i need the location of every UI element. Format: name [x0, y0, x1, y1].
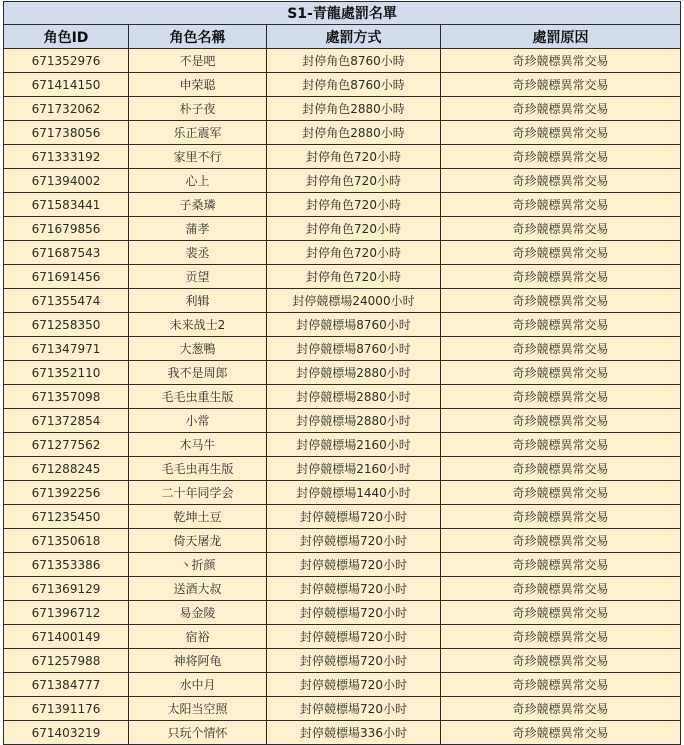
role-id-cell: 671352976: [4, 49, 129, 73]
role-name-cell: 裴丞: [129, 241, 267, 265]
penalty-reason-cell: 奇珍競標異常交易: [441, 73, 681, 97]
penalty-reason-cell: 奇珍競標異常交易: [441, 361, 681, 385]
role-name-cell: 乾坤土豆: [129, 505, 267, 529]
table-row: [4, 385, 681, 409]
role-id-cell: 671391176: [4, 697, 129, 721]
role-id-cell: 671347971: [4, 337, 129, 361]
role-name-cell: 家里不行: [129, 145, 267, 169]
role-id-cell: 671288245: [4, 457, 129, 481]
penalty-method-cell: 封停競標場720小时: [267, 625, 441, 649]
table-row: [4, 697, 681, 721]
role-name-cell: 未来战士2: [129, 313, 267, 337]
role-name-cell: 小常: [129, 409, 267, 433]
penalty-method-cell: 封停競標場2880小时: [267, 361, 441, 385]
penalty-reason-cell: 奇珍競標異常交易: [441, 49, 681, 73]
table-row: [4, 289, 681, 313]
table-row: [4, 649, 681, 673]
role-id-cell: 671353386: [4, 553, 129, 577]
penalty-reason-cell: 奇珍競標異常交易: [441, 241, 681, 265]
role-id-cell: 671384777: [4, 673, 129, 697]
penalty-method-cell: 封停角色8760小時: [267, 73, 441, 97]
role-name-cell: 申荣聪: [129, 73, 267, 97]
role-name-cell: 心上: [129, 169, 267, 193]
penalty-reason-cell: 奇珍競標異常交易: [441, 457, 681, 481]
role-id-cell: 671583441: [4, 193, 129, 217]
penalty-method-cell: 封停角色720小時: [267, 241, 441, 265]
penalty-reason-cell: 奇珍競標異常交易: [441, 313, 681, 337]
penalty-reason-cell: 奇珍競標異常交易: [441, 217, 681, 241]
role-id-cell: 671355474: [4, 289, 129, 313]
penalty-reason-cell: 奇珍競標異常交易: [441, 145, 681, 169]
penalty-method-cell: 封停競標場720小时: [267, 505, 441, 529]
penalty-reason-cell: 奇珍競標異常交易: [441, 337, 681, 361]
title-row: [4, 2, 681, 25]
role-id-cell: 671235450: [4, 505, 129, 529]
role-id-cell: 671372854: [4, 409, 129, 433]
penalty-reason-cell: 奇珍競標異常交易: [441, 649, 681, 673]
role-name-cell: 蒲孝: [129, 217, 267, 241]
penalty-method-cell: 封停競標場2880小时: [267, 409, 441, 433]
penalty-reason-cell: 奇珍競標異常交易: [441, 289, 681, 313]
column-header-role-id: 角色ID: [4, 25, 129, 49]
role-id-cell: 671350618: [4, 529, 129, 553]
penalty-reason-cell: 奇珍競標異常交易: [441, 409, 681, 433]
table-row: [4, 601, 681, 625]
role-id-cell: 671732062: [4, 97, 129, 121]
role-name-cell: 不是吧: [129, 49, 267, 73]
role-id-cell: 671277562: [4, 433, 129, 457]
role-name-cell: 易金陵: [129, 601, 267, 625]
role-id-cell: 671394002: [4, 169, 129, 193]
penalty-method-cell: 封停競標場720小时: [267, 697, 441, 721]
table-row: [4, 193, 681, 217]
penalty-method-cell: 封停競標場8760小时: [267, 337, 441, 361]
penalty-method-cell: 封停角色720小時: [267, 265, 441, 289]
penalty-reason-cell: 奇珍競標異常交易: [441, 553, 681, 577]
table-row: [4, 361, 681, 385]
penalty-method-cell: 封停競標場720小时: [267, 553, 441, 577]
penalty-reason-cell: 奇珍競標異常交易: [441, 673, 681, 697]
table-row: [4, 553, 681, 577]
role-id-cell: 671396712: [4, 601, 129, 625]
penalty-reason-cell: 奇珍競標異常交易: [441, 385, 681, 409]
table-row: [4, 673, 681, 697]
role-name-cell: 神将阿龟: [129, 649, 267, 673]
table-row: [4, 217, 681, 241]
role-name-cell: 宿裕: [129, 625, 267, 649]
table-row: [4, 625, 681, 649]
table-row: [4, 337, 681, 361]
table-row: [4, 97, 681, 121]
table-row: [4, 457, 681, 481]
penalty-reason-cell: 奇珍競標異常交易: [441, 121, 681, 145]
role-name-cell: 倚天屠龙: [129, 529, 267, 553]
role-name-cell: 利辑: [129, 289, 267, 313]
penalty-method-cell: 封停競標場720小时: [267, 673, 441, 697]
penalty-method-cell: 封停競標場8760小时: [267, 313, 441, 337]
table-row: [4, 49, 681, 73]
role-name-cell: 朴子夜: [129, 97, 267, 121]
penalty-reason-cell: 奇珍競標異常交易: [441, 697, 681, 721]
table-row: [4, 73, 681, 97]
role-id-cell: 671392256: [4, 481, 129, 505]
penalty-method-cell: 封停角色720小時: [267, 193, 441, 217]
table-row: [4, 433, 681, 457]
role-id-cell: 671691456: [4, 265, 129, 289]
penalty-method-cell: 封停競標場24000小时: [267, 289, 441, 313]
penalty-reason-cell: 奇珍競標異常交易: [441, 481, 681, 505]
role-name-cell: 毛毛虫再生版: [129, 457, 267, 481]
penalty-reason-cell: 奇珍競標異常交易: [441, 265, 681, 289]
table-row: [4, 577, 681, 601]
role-name-cell: 二十年同学会: [129, 481, 267, 505]
penalty-reason-cell: 奇珍競標異常交易: [441, 625, 681, 649]
header-row: [4, 25, 681, 49]
role-name-cell: 水中月: [129, 673, 267, 697]
role-id-cell: 671352110: [4, 361, 129, 385]
penalty-method-cell: 封停角色720小時: [267, 145, 441, 169]
penalty-method-cell: 封停競標場336小时: [267, 721, 441, 745]
role-id-cell: 671258350: [4, 313, 129, 337]
penalty-reason-cell: 奇珍競標異常交易: [441, 169, 681, 193]
role-name-cell: 大葱鴨: [129, 337, 267, 361]
role-id-cell: 671687543: [4, 241, 129, 265]
penalty-method-cell: 封停競標場2160小时: [267, 433, 441, 457]
penalty-method-cell: 封停競標場1440小时: [267, 481, 441, 505]
role-name-cell: 子桑璘: [129, 193, 267, 217]
role-id-cell: 671414150: [4, 73, 129, 97]
penalty-method-cell: 封停競標場720小时: [267, 577, 441, 601]
role-name-cell: 乐正震军: [129, 121, 267, 145]
table-row: [4, 121, 681, 145]
table-row: [4, 481, 681, 505]
role-name-cell: 太阳当空照: [129, 697, 267, 721]
role-name-cell: 毛毛虫重生版: [129, 385, 267, 409]
table-row: [4, 721, 681, 745]
penalty-method-cell: 封停角色2880小時: [267, 97, 441, 121]
penalty-method-cell: 封停競標場720小时: [267, 529, 441, 553]
penalty-reason-cell: 奇珍競標異常交易: [441, 721, 681, 745]
role-id-cell: 671369129: [4, 577, 129, 601]
penalty-method-cell: 封停角色720小時: [267, 169, 441, 193]
column-header-role-name: 角色名稱: [129, 25, 267, 49]
penalty-reason-cell: 奇珍競標異常交易: [441, 529, 681, 553]
table-row: [4, 241, 681, 265]
penalty-reason-cell: 奇珍競標異常交易: [441, 97, 681, 121]
penalty-reason-cell: 奇珍競標異常交易: [441, 601, 681, 625]
table-row: [4, 505, 681, 529]
role-name-cell: 贡望: [129, 265, 267, 289]
table-row: [4, 529, 681, 553]
table-row: [4, 313, 681, 337]
penalty-list-table: [3, 1, 681, 745]
penalty-reason-cell: 奇珍競標異常交易: [441, 193, 681, 217]
role-id-cell: 671357098: [4, 385, 129, 409]
role-id-cell: 671257988: [4, 649, 129, 673]
role-id-cell: 671403219: [4, 721, 129, 745]
table-row: [4, 265, 681, 289]
penalty-method-cell: 封停競標場720小时: [267, 649, 441, 673]
table-row: [4, 409, 681, 433]
role-id-cell: 671333192: [4, 145, 129, 169]
column-header-penalty-method: 處罰方式: [267, 25, 441, 49]
penalty-method-cell: 封停競標場2880小时: [267, 385, 441, 409]
penalty-method-cell: 封停角色720小時: [267, 217, 441, 241]
role-id-cell: 671738056: [4, 121, 129, 145]
column-header-penalty-reason: 處罰原因: [441, 25, 681, 49]
penalty-method-cell: 封停角色2880小時: [267, 121, 441, 145]
role-id-cell: 671400149: [4, 625, 129, 649]
role-name-cell: 送酒大叔: [129, 577, 267, 601]
penalty-method-cell: 封停競標場2160小时: [267, 457, 441, 481]
penalty-reason-cell: 奇珍競標異常交易: [441, 433, 681, 457]
role-name-cell: 只玩个情怀: [129, 721, 267, 745]
penalty-reason-cell: 奇珍競標異常交易: [441, 505, 681, 529]
table-body: [4, 49, 681, 745]
table-row: [4, 169, 681, 193]
role-name-cell: 木马牛: [129, 433, 267, 457]
sheet-title: S1-青龍處罰名單: [4, 2, 681, 25]
penalty-method-cell: 封停競標場720小时: [267, 601, 441, 625]
penalty-reason-cell: 奇珍競標異常交易: [441, 577, 681, 601]
role-name-cell: 丶折颜: [129, 553, 267, 577]
role-id-cell: 671679856: [4, 217, 129, 241]
table-row: [4, 145, 681, 169]
role-name-cell: 我不是周郎: [129, 361, 267, 385]
penalty-method-cell: 封停角色8760小時: [267, 49, 441, 73]
